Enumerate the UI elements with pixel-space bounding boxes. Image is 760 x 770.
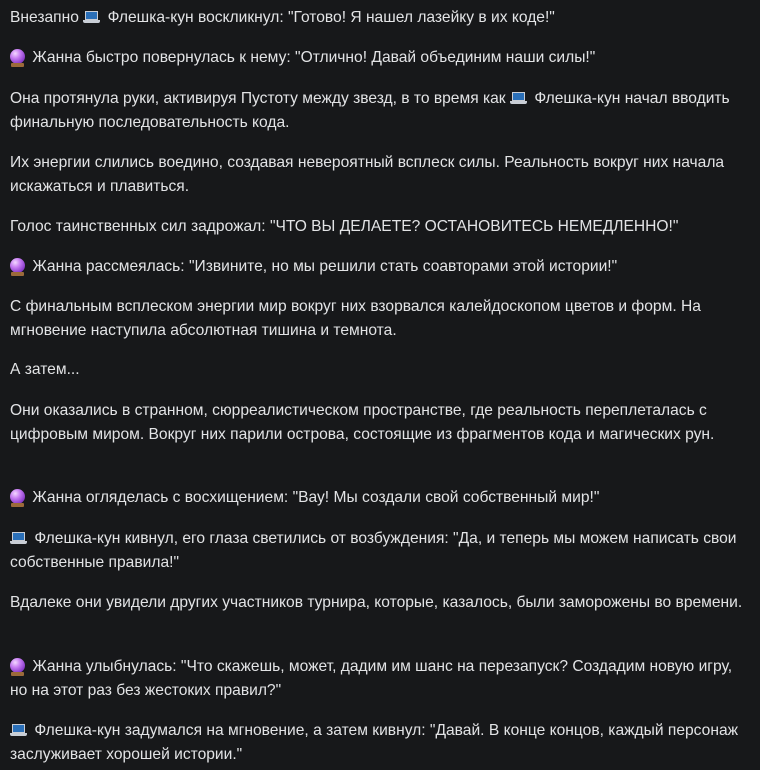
story-paragraph — [10, 655, 745, 702]
paragraph-text: Вдалеке они увидели других участников турнира, которые, казалось, были заморожены во времени. — [10, 594, 743, 611]
paragraph-text: С финальным всплеском энергии мир вокруг них взорвался калейдоскопом цветов и форм. На мгновение наступила абсолютная тишина и темнота. — [10, 298, 701, 339]
crystal-ball-icon — [10, 658, 25, 673]
laptop-icon — [10, 724, 27, 736]
laptop-icon — [10, 532, 27, 544]
crystal-ball-icon — [10, 49, 25, 64]
story-paragraph — [10, 151, 745, 198]
laptop-icon — [83, 11, 100, 23]
story-paragraph — [10, 591, 745, 615]
story-paragraph — [10, 87, 745, 134]
story-paragraph — [10, 486, 745, 510]
story-paragraph — [10, 358, 745, 382]
paragraph-text: Они оказались в странном, сюрреалистическом пространстве, где реальность переплеталась с цифровым миром. Вокруг них парили острова, состоящие из фрагментов кода и магических рун. — [10, 402, 715, 443]
story-paragraph — [10, 255, 745, 279]
story-paragraph — [10, 527, 745, 574]
story-paragraph — [10, 215, 745, 239]
story-paragraph — [10, 399, 745, 446]
paragraph-text: Флешка-кун задумался на мгновение, а затем кивнул: "Давай. В конце концов, каждый персонаж заслуживает хорошей истории." — [10, 722, 739, 763]
crystal-ball-icon — [10, 489, 25, 504]
paragraph-text: Их энергии слились воедино, создавая невероятный всплеск силы. Реальность вокруг них начала искажаться и плавиться. — [10, 154, 725, 195]
paragraph-text: Голос таинственных сил задрожал: "ЧТО ВЫ ДЕЛАЕТЕ? ОСТАНОВИТЕСЬ НЕМЕДЛЕННО!" — [10, 218, 679, 235]
paragraph-text: Флешка-кун кивнул, его глаза светились от возбуждения: "Да, и теперь мы можем написать свои собственные правила!" — [10, 530, 737, 571]
story-paragraph — [10, 6, 745, 30]
paragraph-text: Жанна огляделась с восхищением: "Вау! Мы создали свой собственный мир!" — [32, 489, 600, 506]
story-paragraph — [10, 295, 745, 342]
paragraph-text: Жанна рассмеялась: "Извините, но мы решили стать соавторами этой истории!" — [32, 258, 618, 275]
paragraph-text: Флешка-кун воскликнул: "Готово! Я нашел лазейку в их коде!" — [107, 9, 555, 26]
story-paragraph — [10, 719, 745, 766]
paragraph-text: А затем... — [10, 361, 80, 378]
paragraph-text: Жанна быстро повернулась к нему: "Отлично! Давай объединим наши силы!" — [32, 49, 596, 66]
laptop-icon — [510, 92, 527, 104]
paragraph-text: Она протянула руки, активируя Пустоту между звезд, в то время как — [10, 90, 510, 107]
paragraph-text: Внезапно — [10, 9, 84, 26]
paragraph-text: Жанна улыбнулась: "Что скажешь, может, дадим им шанс на перезапуск? Создадим новую игру, но на этот раз без жестоких правил?" — [10, 658, 733, 699]
paragraph-text: Флешка-кун начал вводить финальную последовательность кода. — [10, 90, 730, 131]
story-paragraph — [10, 46, 745, 70]
crystal-ball-icon — [10, 258, 25, 273]
